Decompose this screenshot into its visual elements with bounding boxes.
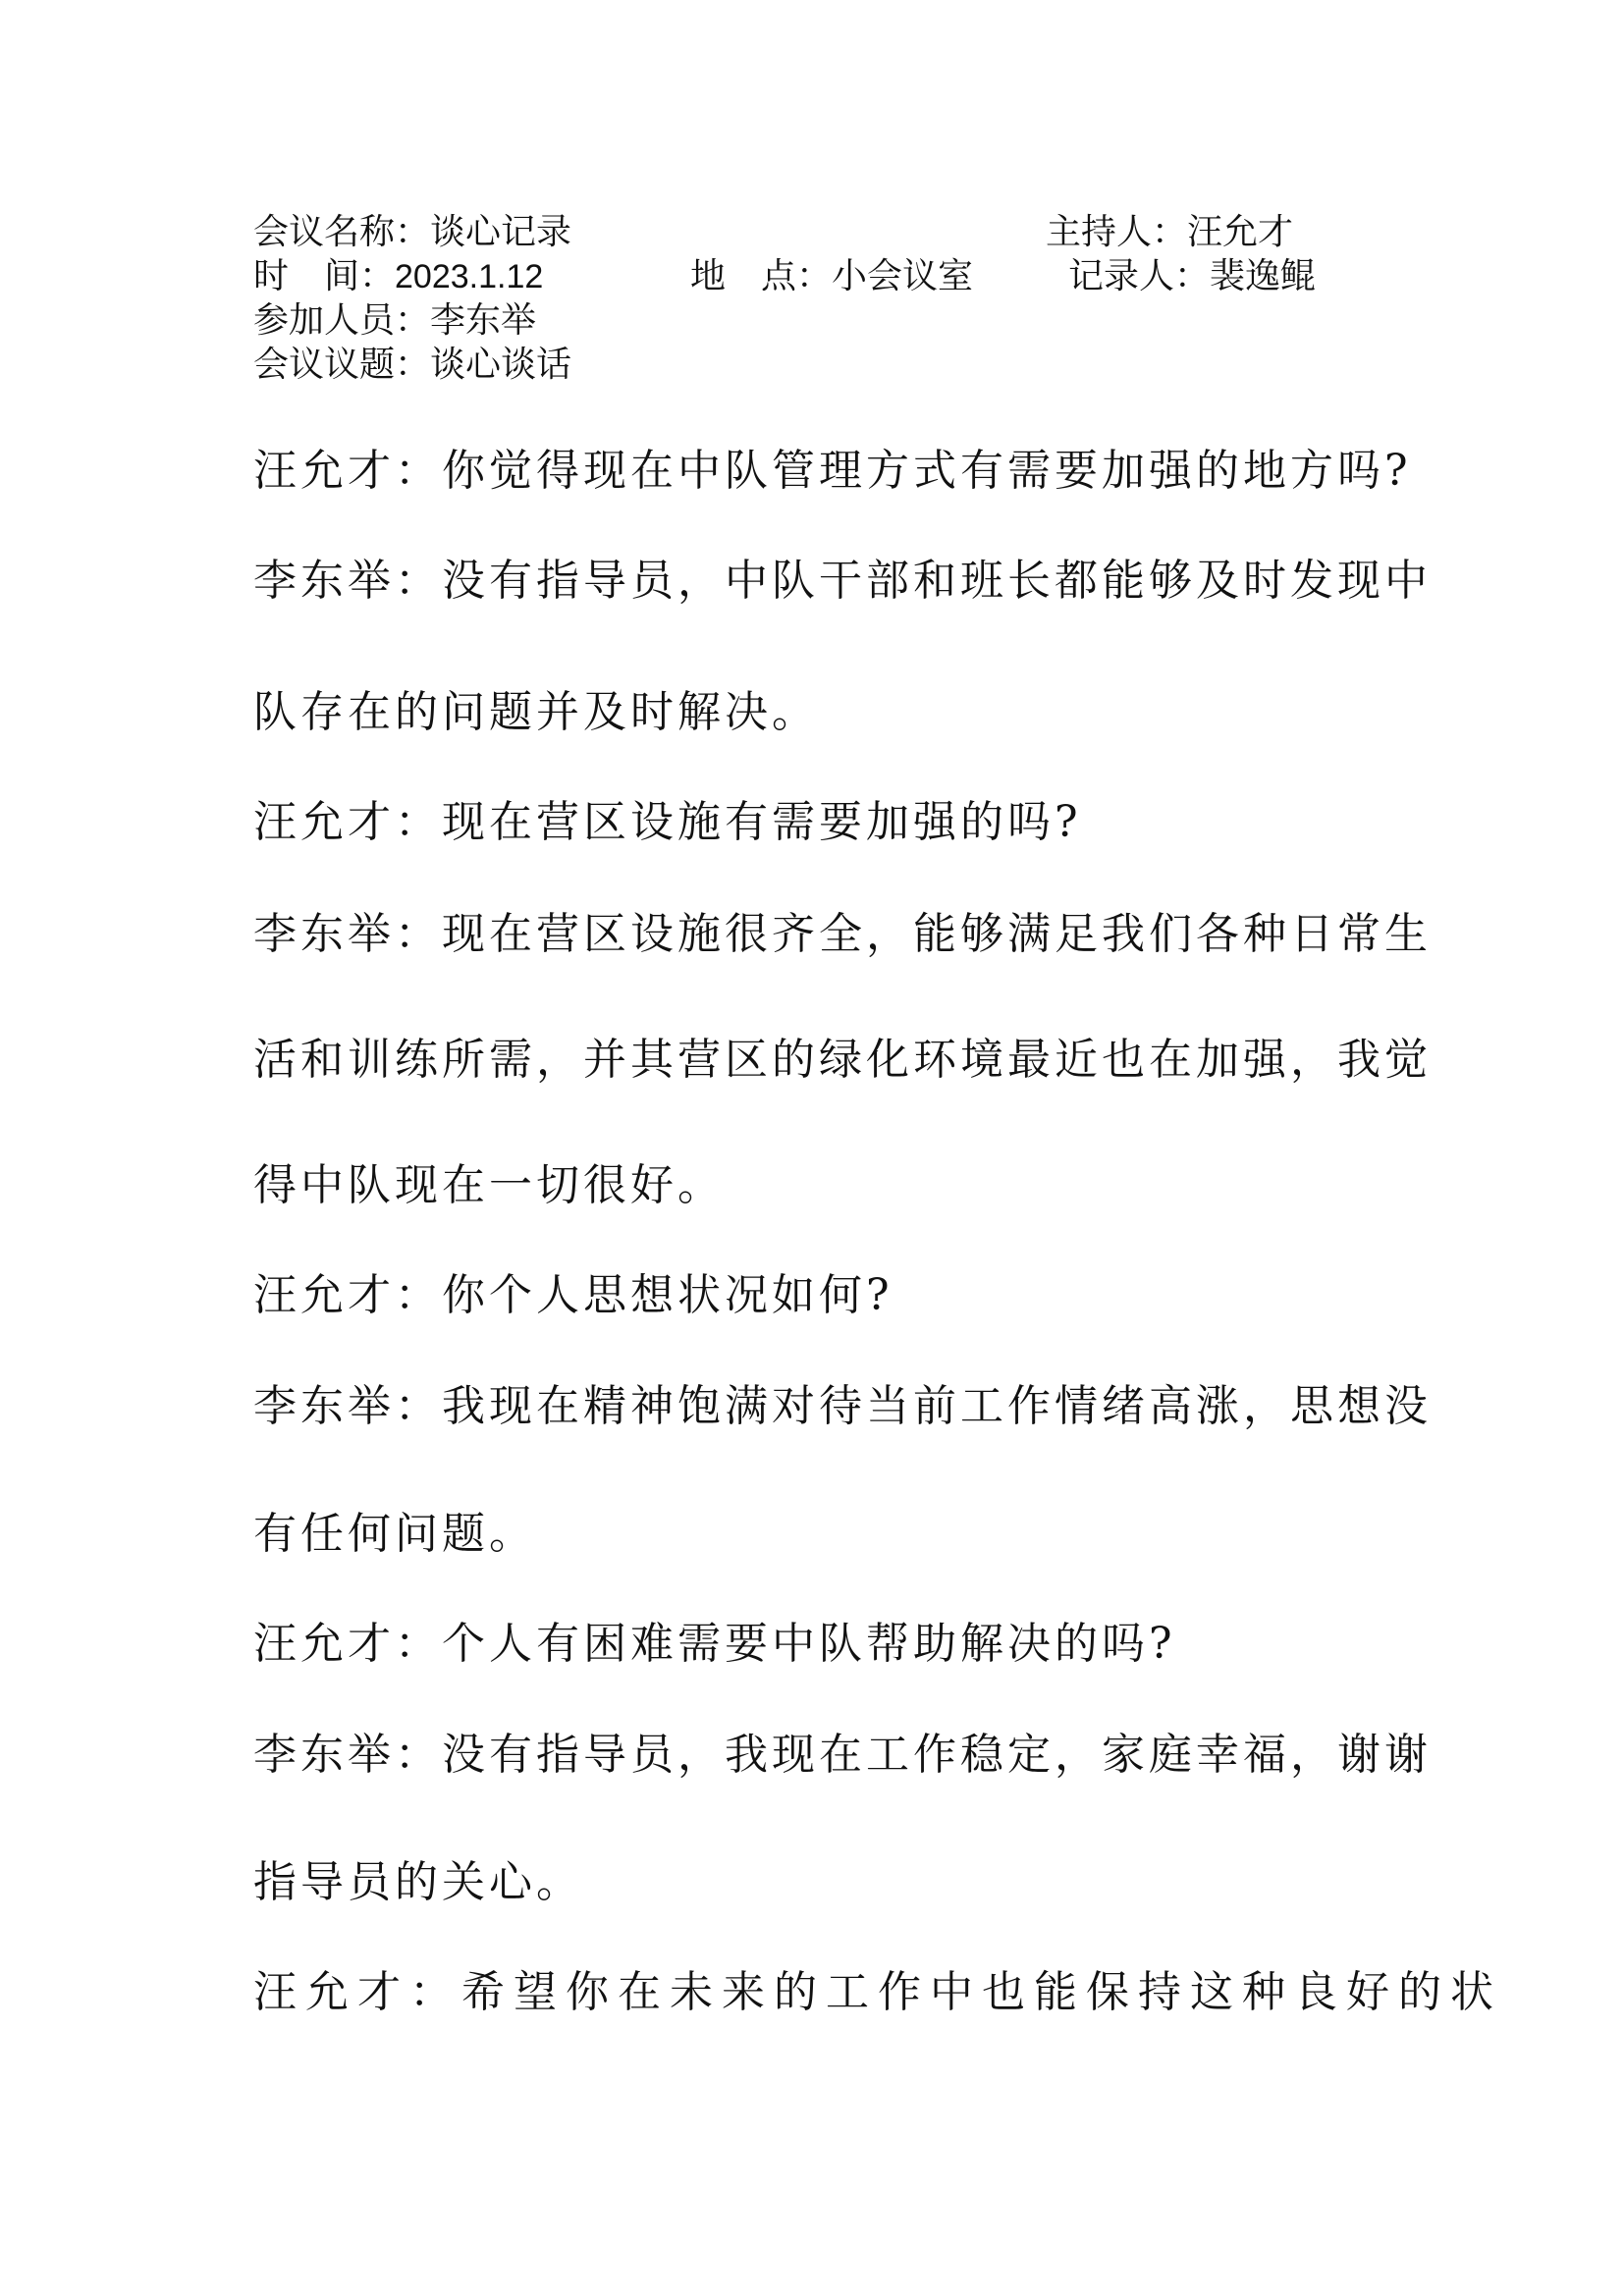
dialogue-line: 李东举：没有指导员，我现在工作稳定，家庭幸福，谢谢: [253, 1730, 1432, 1780]
dialogue-line: 得中队现在一切很好。: [253, 1160, 725, 1210]
dialogue-line: 指导员的关心。: [253, 1857, 583, 1907]
host-field: [1046, 210, 1293, 255]
dialogue-line: 汪允才：现在营区设施有需要加强的吗?: [253, 797, 1082, 847]
place-field: [690, 254, 973, 299]
dialogue-line: 队存在的问题并及时解决。: [253, 687, 819, 737]
participants-value: 李东举: [430, 300, 537, 341]
recorder-field: [1068, 254, 1316, 299]
participants-row: [253, 298, 536, 344]
time-value: 2023.1.12: [395, 258, 544, 295]
recorder-label: 记录人：: [1068, 256, 1211, 296]
dialogue-line: 活和训练所需，并其营区的绿化环境最近也在加强，我觉: [253, 1035, 1432, 1085]
dialogue-line: 李东举：我现在精神饱满对待当前工作情绪高涨，思想没: [253, 1381, 1432, 1431]
topic-row: [253, 343, 571, 388]
meeting-name-label: 会议名称：: [253, 212, 431, 252]
dialogue-line: 汪允才：你个人思想状况如何?: [253, 1270, 893, 1320]
dialogue-line: 李东举：没有指导员，中队干部和班长都能够及时发现中: [253, 556, 1432, 606]
host-value: 汪允才: [1187, 212, 1294, 252]
meeting-name-value: 谈心记录: [430, 212, 572, 252]
dialogue-line: 有任何问题。: [253, 1509, 536, 1559]
dialogue-line: 汪允才：你觉得现在中队管理方式有需要加强的地方吗?: [253, 446, 1412, 496]
topic-label: 会议议题：: [253, 345, 431, 385]
dialogue-line: 汪允才：希望你在未来的工作中也能保持这种良好的状: [253, 1967, 1502, 2017]
time-label: 时 间：: [253, 256, 396, 296]
place-label: 地 点：: [690, 256, 833, 296]
topic-value: 谈心谈话: [430, 345, 572, 385]
time-row: [253, 254, 543, 299]
dialogue-line: 汪允才：个人有困难需要中队帮助解决的吗?: [253, 1619, 1176, 1669]
meeting-name-row: [253, 210, 571, 255]
dialogue-line: 李东举：现在营区设施很齐全，能够满足我们各种日常生: [253, 909, 1432, 959]
host-label: 主持人：: [1046, 212, 1188, 252]
recorder-value: 裴逸鲲: [1210, 256, 1317, 296]
place-value: 小会议室: [832, 256, 974, 296]
participants-label: 参加人员：: [253, 300, 431, 341]
